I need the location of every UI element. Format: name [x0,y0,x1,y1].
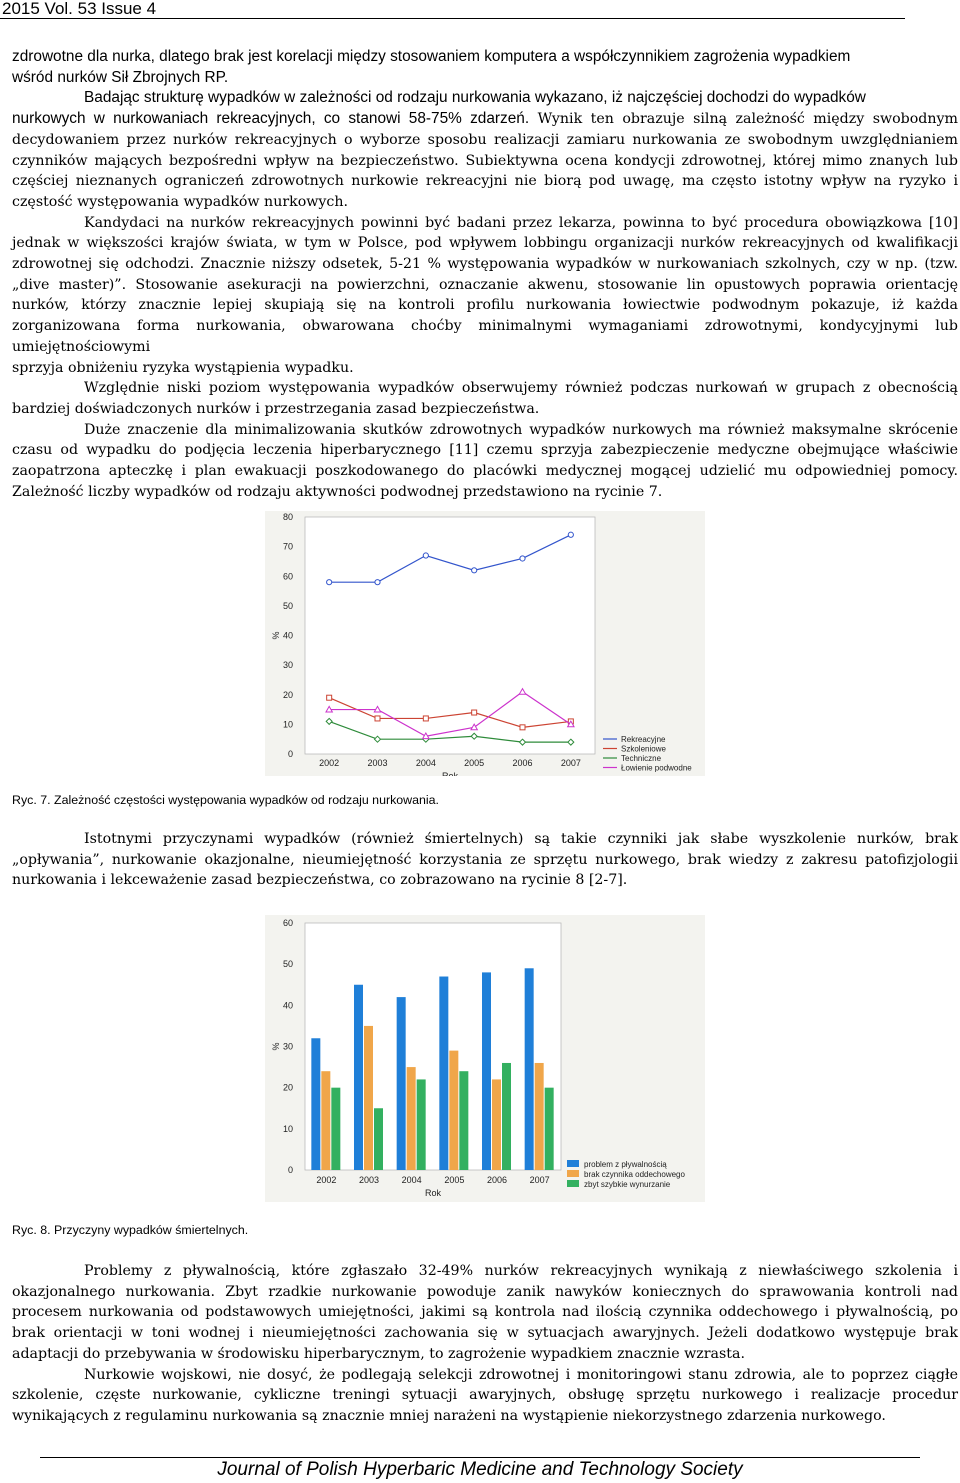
legend-label: Łowienie podwodne [621,763,692,773]
legend-label: Techniczne [621,754,662,763]
y-tick-label: 60 [282,571,293,582]
data-point [375,716,380,721]
x-tick-label: 2007 [529,1175,550,1185]
paragraph-2-rest: Wynik ten obrazuje silną zależność między swobodnym decydowaniem przez nurków rekreacyjnych o wyborze sposobu realizacji zamiaru nurkowania ze swobodnym uwzględnianiem czynników mających bezpośredni wpływ na bezpieczeństwo. Subiektywna ocena kondycji zdrowotnej, której mimo znanych lub częściej nieznanych ograniczeń zdrowotnych nurkowie rekreacyjni nie biorą pod uwagę, ma często istotny wpływ na ryzyko i częstość występowania wypadków nurkowych. [12,111,958,210]
legend-label: Szkoleniowe [621,744,666,754]
y-tick-label: 20 [282,689,293,700]
bar [407,1067,416,1170]
legend-swatch [567,1170,579,1177]
bar [397,997,406,1170]
y-tick-label: 0 [287,749,293,759]
bar [321,1071,330,1170]
header-rule [0,18,905,19]
bar [354,985,363,1170]
x-tick-label: 2004 [401,1175,422,1185]
x-tick-label: 2003 [358,1175,380,1185]
figure-7 [265,511,705,776]
data-point [568,532,573,537]
running-header [0,0,960,20]
text-block-top [12,47,958,502]
paragraph-1-line-1: zdrowotne dla nurka, dlatego brak jest korelacji między stosowaniem komputera a współczynnikiem zagrożenia wypadkiem [12,48,851,65]
y-tick-label: 10 [282,719,293,730]
x-axis-label: Rok [424,1188,442,1198]
y-tick-label: 10 [282,1123,293,1134]
legend-label: problem z pływalnością [584,1160,667,1169]
y-tick-label: 40 [282,630,293,641]
bar [535,1063,544,1170]
bar [492,1079,501,1170]
issue-label: 2015 Vol. 53 Issue 4 [2,0,157,18]
data-point [520,556,525,561]
data-point [472,710,477,715]
data-point [423,716,428,721]
legend-label: brak czynnika oddechowego [584,1170,685,1179]
bar [417,1079,426,1170]
figure-8 [265,915,705,1202]
data-point [375,580,380,585]
y-tick-label: 30 [282,1041,293,1052]
paragraph-2 [12,109,958,213]
paragraph-4: Względnie niski poziom występowania wypadków obserwujemy również podczas nurkowań w grupach z obecnością bardziej doświadczonych nurków i przestrzegania zasad bezpieczeństwa. [12,380,958,417]
data-point [423,553,428,558]
x-tick-label: 2003 [367,758,388,768]
bar [449,1051,458,1170]
paragraph-3-tail: sprzyja obniżeniu ryzyka wystąpienia wypadku. [12,359,354,376]
bar [374,1108,383,1170]
line-chart-accidents-by-diving-type [265,511,705,776]
paragraph-2-line-1: Badając strukturę wypadków w zależności od rodzaju nurkowania wykazano, iż najczęściej dochodzi do wypadków [84,89,866,107]
data-point [472,568,477,573]
bar-chart-fatal-accident-causes [265,915,705,1202]
figure-8-caption: Ryc. 8. Przyczyny wypadków śmiertelnych. [12,1223,249,1237]
plot-area [305,923,561,1170]
data-point [520,725,525,730]
bar [525,968,534,1170]
legend-label: zbyt szybkie wynurzanie [584,1180,671,1189]
y-axis-label: % [271,1042,281,1051]
y-tick-label: 50 [282,600,293,611]
x-axis-label: Rok [441,771,459,776]
x-tick-label: 2006 [486,1175,508,1185]
paragraph-3: Kandydaci na nurków rekreacyjnych powinni być badani przez lekarza, powinna to być procedura obowiązkowa [10] jednak w większości krajów świata, w tym w Polsce, pod wpływem lobbingu organizacji nurków rekreacyjnych od kwalifikacji zdrowotnej się odchodzi. Znacznie niższy odsetek, 5-21 % występowania wypadków w nurkowaniach szkolnych, czy w np. (tzw. „dive master)”. Stosowanie asekuracji na powierzchni, oznaczanie akwenu, stosowanie lin opustowych poprawia orientację nurków, którzy znacznie lepiej skupiają się na kontroli profilu nurkowania łowiectwie podwodnym pokazuje, iż każda zorganizowana forma nurkowania, obwarowana choćby minimalnymi wymaganiami zdrowotnymi, kondycyjnymi lub umiejętnościowymi [12,214,958,355]
bar [482,972,491,1170]
bar [439,977,448,1170]
y-tick-label: 80 [282,512,293,522]
bar [459,1071,468,1170]
x-tick-label: 2002 [319,758,340,768]
bar [331,1088,340,1170]
legend-swatch [567,1160,579,1167]
y-tick-label: 50 [282,959,293,970]
paragraph-7: Problemy z pływalnością, które zgłaszało 32-49% nurków rekreacyjnych wynikają z niewłaściwego szkolenia i okazjonalnego nurkowania. Zbyt rzadkie nurkowanie powoduje zanik nawyków koniecznych do sprawowania kontroli nad procesem nurkowania od podstawowych umiejętności, jakimi są kontrola nad ilością czynnika oddechowego i pływalnością, po brak orientacji w toni wodnej i nieumiejętności zachowania się w sytuacjach awaryjnych. Jeżeli dodatkowo występuje brak adaptacji do przebywania w środowisku hiperbarycznym, to zagrożenie wypadkiem znacznie wzrasta. [12,1263,958,1362]
data-point [327,695,332,700]
bar [502,1063,511,1170]
y-tick-label: 70 [282,541,293,552]
y-tick-label: 20 [282,1082,293,1093]
paragraph-5: Duże znaczenie dla minimalizowania skutków zdrowotnych wypadków nurkowych ma również maksymalne skrócenie czasu od wypadku do podjęcia leczenia hiperbarycznego [11] czemu sprzyja zabezpieczenie medyczne obejmujące właściwie zaopatrzona apteczkę i plan ewakuacji poszkodowanego do placówki medycznej mogącej udzielić mu odpowiedniej pomocy. Zależność liczby wypadków od rodzaju aktywności podwodnej przedstawiono na rycinie 7. [12,421,958,500]
bar [364,1026,373,1170]
paragraph-6: Istotnymi przyczynami wypadków (również śmiertelnych) są takie czynniki jak słabe wyszkolenie nurków, brak „opływania”, nurkowanie okazjonalne, nieumiejętność korzystania ze sprzętu nurkowego, brak wiedzy z zakresu patofizjologii nurkowania i lekceważenie zasad bezpieczeństwa, co zobrazowano na rycinie 8 [2-7]. [12,831,958,889]
x-tick-label: 2005 [444,1175,465,1185]
y-tick-label: 30 [282,660,293,671]
paragraph-2-line-2: nurkowych w nurkowaniach rekreacyjnych, co stanowi 58-75% zdarzeń. [12,110,530,128]
y-tick-label: 60 [282,918,293,928]
paragraph-8: Nurkowie wojskowi, nie dosyć, że podlegają selekcji zdrowotnej i monitoringowi stanu zdrowia, ale to poprzez ciągłe szkolenie, częste nurkowanie, cykliczne treningi sytuacji awaryjnych, obsługę sprzętu nurkowego i realizacje procedur wynikających z regulaminu nurkowania są znacznie mniej narażeni na wystąpienie niekorzystnego zdarzenia nurkowego. [12,1366,958,1424]
legend-label: Rekreacyjne [621,735,666,744]
x-tick-label: 2007 [560,758,581,768]
y-tick-label: 0 [287,1165,293,1175]
text-block-bottom [12,1261,958,1427]
text-block-middle [12,829,958,891]
paragraph-1-line-2: wśród nurków Sił Zbrojnych RP. [12,68,229,86]
y-tick-label: 40 [282,1000,293,1011]
x-tick-label: 2004 [415,758,436,768]
y-axis-label: % [271,631,281,640]
footer-rule [40,1457,920,1458]
data-point [327,580,332,585]
bar [311,1038,320,1170]
legend-swatch [567,1180,579,1187]
journal-footer: Journal of Polish Hyperbaric Medicine and Technology Society [217,1459,743,1480]
x-tick-label: 2002 [316,1175,337,1185]
figure-7-caption: Ryc. 7. Zależność częstości występowania wypadków od rodzaju nurkowania. [12,793,439,807]
x-tick-label: 2006 [512,758,533,768]
x-tick-label: 2005 [464,758,485,768]
bar [545,1088,554,1170]
plot-area [305,517,595,754]
